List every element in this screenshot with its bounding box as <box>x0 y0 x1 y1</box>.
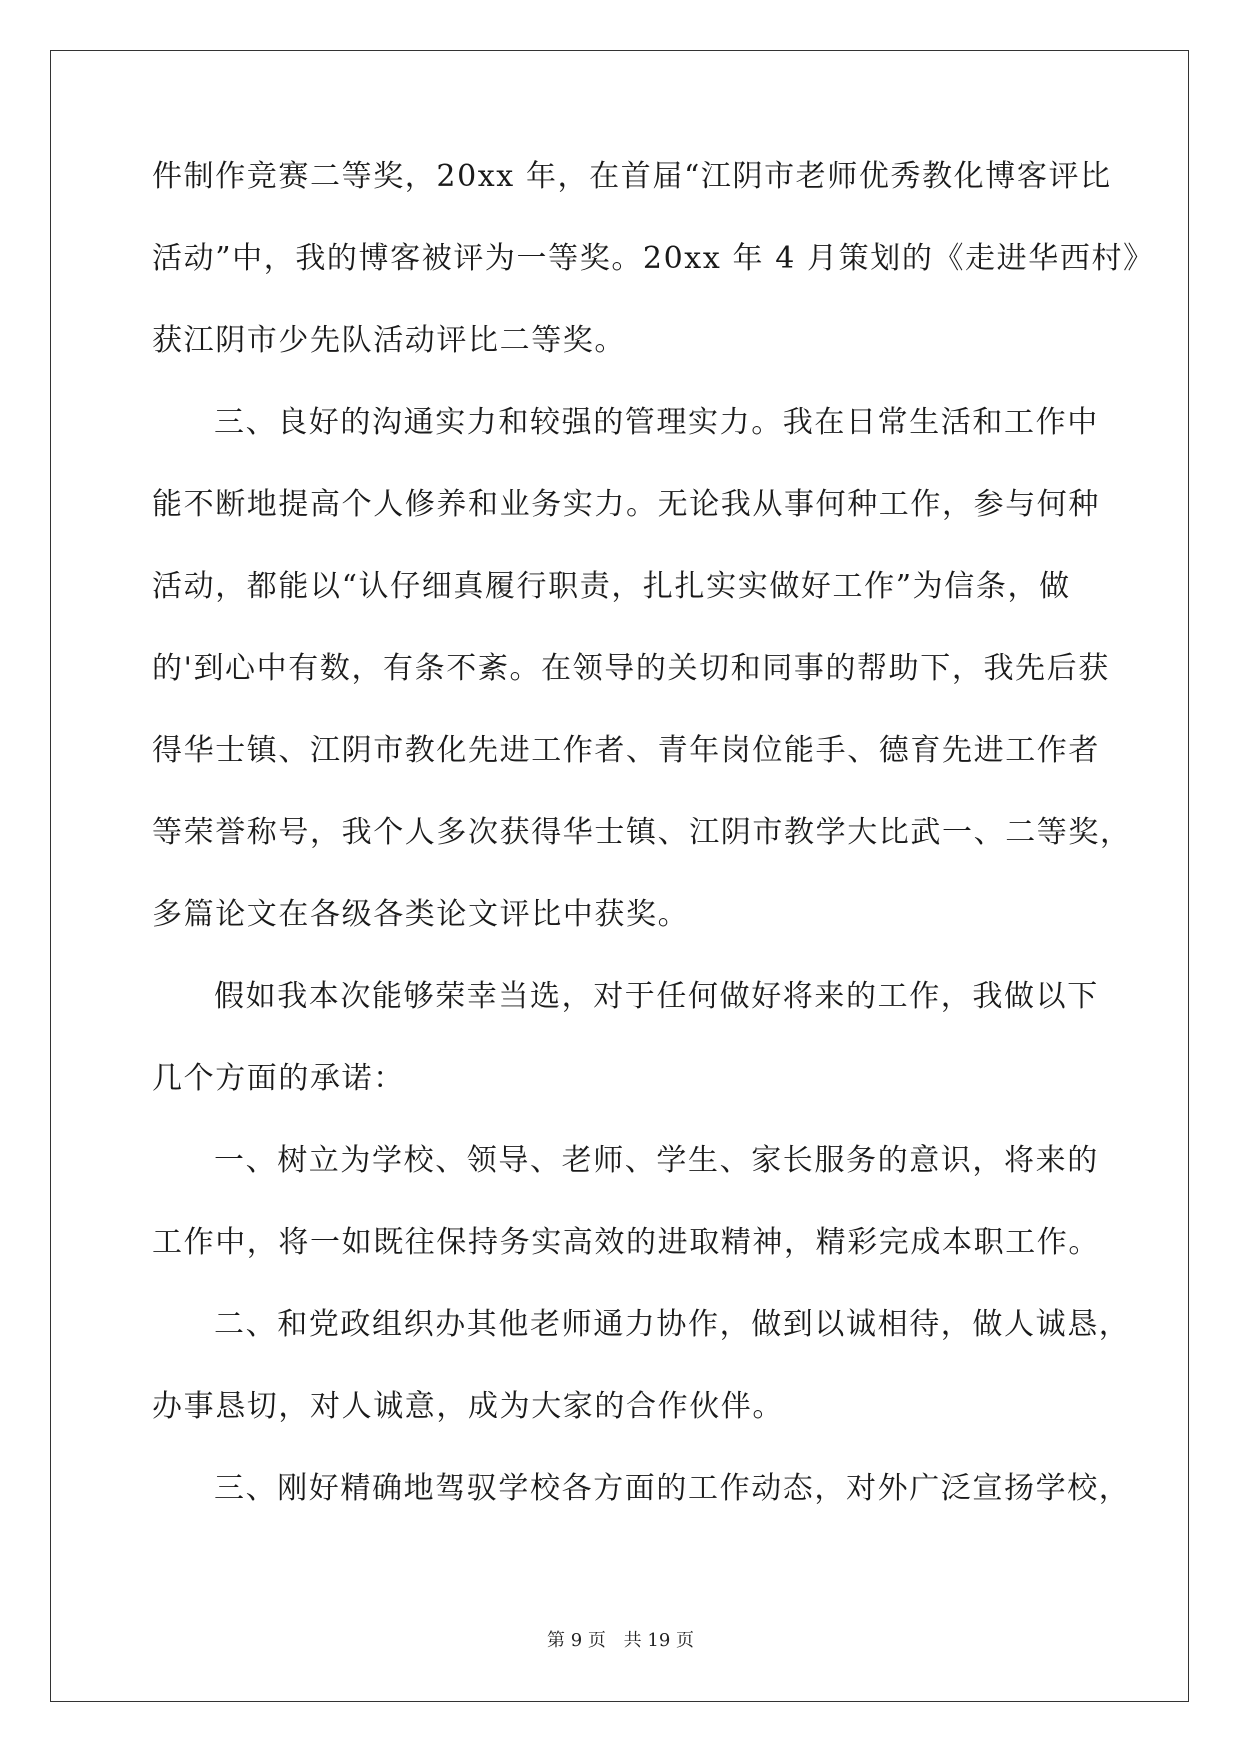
page-number: 第 9 页 <box>547 1630 606 1651</box>
text-line: 活动，都能以“认仔细真履行职责，扎扎实实做好工作”为信条，做 <box>152 569 1071 604</box>
text-line: 件制作竞赛二等奖，20xx 年，在首届“江阴市老师优秀教化博客评比 <box>152 159 1112 194</box>
page-footer <box>0 1626 1241 1652</box>
text-line: 得华士镇、江阴市教化先进工作者、青年岗位能手、德育先进工作者 <box>152 733 1100 768</box>
text-line: 几个方面的承诺： <box>152 1061 405 1096</box>
text-line: 三、刚好精确地驾驭学校各方面的工作动态，对外广泛宣扬学校， <box>214 1471 1131 1506</box>
document-body <box>152 159 1155 1556</box>
text-line: 多篇论文在各级各类论文评比中获奖。 <box>152 897 690 932</box>
text-line: 工作中，将一如既往保持务实高效的进取精神，精彩完成本职工作。 <box>152 1225 1100 1260</box>
text-line: 假如我本次能够荣幸当选，对于任何做好将来的工作，我做以下 <box>214 979 1099 1014</box>
text-line: 一、树立为学校、领导、老师、学生、家长服务的意识，将来的 <box>214 1143 1099 1178</box>
text-line: 的'到心中有数，有条不紊。在领导的关切和同事的帮助下，我先后获 <box>152 651 1110 686</box>
text-line: 能不断地提高个人修养和业务实力。无论我从事何种工作，参与何种 <box>152 487 1100 522</box>
page-total: 共 19 页 <box>623 1630 694 1651</box>
text-line: 等荣誉称号，我个人多次获得华士镇、江阴市教学大比武一、二等奖， <box>152 815 1132 850</box>
text-line: 办事恳切，对人诚意，成为大家的合作伙伴。 <box>152 1389 784 1424</box>
text-line: 三、良好的沟通实力和较强的管理实力。我在日常生活和工作中 <box>214 405 1099 440</box>
text-line: 活动”中，我的博客被评为一等奖。20xx 年 4 月策划的《走进华西村》 <box>152 241 1155 276</box>
text-line: 获江阴市少先队活动评比二等奖。 <box>152 323 626 358</box>
text-line: 二、和党政组织办其他老师通力协作，做到以诚相待，做人诚恳， <box>214 1307 1131 1342</box>
